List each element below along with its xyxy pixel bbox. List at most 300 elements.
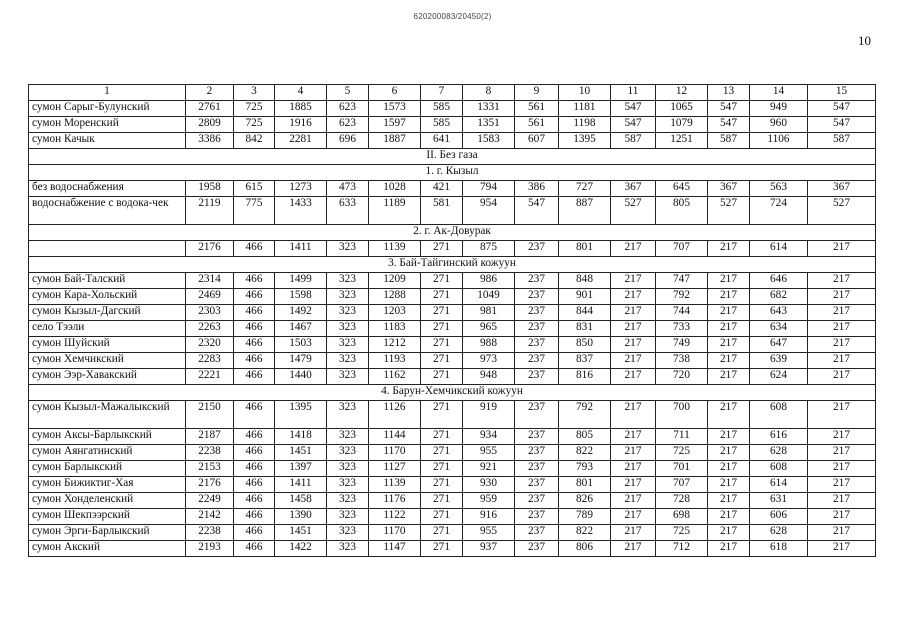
cell-value: 1583 [463, 133, 515, 149]
row-name: сумон Сарыг-Булунский [29, 101, 186, 117]
cell-value: 1065 [656, 101, 708, 117]
cell-value: 1411 [275, 477, 327, 493]
cell-value: 1395 [559, 133, 611, 149]
table-row [29, 369, 876, 385]
section-row [29, 385, 876, 401]
cell-value: 271 [421, 493, 463, 509]
cell-value: 682 [750, 289, 808, 305]
column-number: 6 [369, 85, 421, 101]
cell-value: 2809 [186, 117, 234, 133]
cell-value: 643 [750, 305, 808, 321]
cell-value: 237 [515, 369, 559, 385]
cell-value: 618 [750, 541, 808, 557]
cell-value: 217 [611, 541, 656, 557]
cell-value: 1492 [275, 305, 327, 321]
tariff-table [28, 84, 876, 557]
cell-value: 628 [750, 525, 808, 541]
cell-value: 1028 [369, 181, 421, 197]
cell-value: 616 [750, 429, 808, 445]
cell-value: 217 [708, 289, 750, 305]
cell-value: 217 [808, 493, 876, 509]
cell-value: 237 [515, 273, 559, 289]
cell-value: 217 [611, 337, 656, 353]
table-row [29, 181, 876, 197]
cell-value: 466 [234, 445, 275, 461]
cell-value: 988 [463, 337, 515, 353]
cell-value: 217 [611, 493, 656, 509]
cell-value: 217 [808, 461, 876, 477]
table-row [29, 241, 876, 257]
cell-value: 955 [463, 525, 515, 541]
cell-value: 1176 [369, 493, 421, 509]
cell-value: 720 [656, 369, 708, 385]
cell-value: 2119 [186, 197, 234, 225]
cell-value: 733 [656, 321, 708, 337]
cell-value: 547 [808, 101, 876, 117]
cell-value: 747 [656, 273, 708, 289]
cell-value: 217 [808, 289, 876, 305]
cell-value: 587 [611, 133, 656, 149]
cell-value: 1503 [275, 337, 327, 353]
cell-value: 547 [611, 101, 656, 117]
cell-value: 1122 [369, 509, 421, 525]
cell-value: 633 [327, 197, 369, 225]
cell-value: 585 [421, 117, 463, 133]
cell-value: 1395 [275, 401, 327, 429]
cell-value: 367 [808, 181, 876, 197]
cell-value: 1212 [369, 337, 421, 353]
cell-value: 1458 [275, 493, 327, 509]
cell-value: 1170 [369, 525, 421, 541]
cell-value: 2221 [186, 369, 234, 385]
row-name: сумон Шуйский [29, 337, 186, 353]
cell-value: 271 [421, 509, 463, 525]
cell-value: 623 [327, 101, 369, 117]
cell-value: 271 [421, 525, 463, 541]
cell-value: 3386 [186, 133, 234, 149]
cell-value: 217 [708, 321, 750, 337]
cell-value: 1273 [275, 181, 327, 197]
document-id: 620200083/20450(2) [413, 12, 492, 21]
cell-value: 1183 [369, 321, 421, 337]
cell-value: 1126 [369, 401, 421, 429]
cell-value: 217 [808, 401, 876, 429]
cell-value: 1203 [369, 305, 421, 321]
cell-value: 1916 [275, 117, 327, 133]
cell-value: 217 [808, 305, 876, 321]
table-body [29, 85, 876, 557]
cell-value: 2283 [186, 353, 234, 369]
cell-value: 623 [327, 117, 369, 133]
cell-value: 217 [611, 241, 656, 257]
cell-value: 826 [559, 493, 611, 509]
cell-value: 527 [808, 197, 876, 225]
row-name: водоснабжение с водока-чек [29, 197, 186, 225]
cell-value: 1411 [275, 241, 327, 257]
cell-value: 466 [234, 353, 275, 369]
table-row [29, 337, 876, 353]
cell-value: 466 [234, 525, 275, 541]
cell-value: 217 [708, 509, 750, 525]
cell-value: 959 [463, 493, 515, 509]
cell-value: 954 [463, 197, 515, 225]
cell-value: 323 [327, 509, 369, 525]
row-name: сумон Хемчикский [29, 353, 186, 369]
section-title: 1. г. Кызыл [29, 165, 876, 181]
column-number: 9 [515, 85, 559, 101]
cell-value: 217 [708, 369, 750, 385]
cell-value: 725 [234, 117, 275, 133]
cell-value: 921 [463, 461, 515, 477]
cell-value: 217 [808, 353, 876, 369]
cell-value: 587 [708, 133, 750, 149]
cell-value: 608 [750, 461, 808, 477]
section-row [29, 149, 876, 165]
cell-value: 2263 [186, 321, 234, 337]
row-name: сумон Аянгатинский [29, 445, 186, 461]
cell-value: 624 [750, 369, 808, 385]
table-row [29, 133, 876, 149]
row-name: сумон Шекпээрский [29, 509, 186, 525]
row-name: сумон Кызыл-Мажалыкский [29, 401, 186, 429]
table-row [29, 429, 876, 445]
cell-value: 237 [515, 353, 559, 369]
column-number: 14 [750, 85, 808, 101]
table-row [29, 117, 876, 133]
cell-value: 466 [234, 461, 275, 477]
cell-value: 217 [708, 461, 750, 477]
cell-value: 271 [421, 305, 463, 321]
cell-value: 271 [421, 369, 463, 385]
cell-value: 707 [656, 477, 708, 493]
cell-value: 792 [656, 289, 708, 305]
cell-value: 237 [515, 493, 559, 509]
cell-value: 217 [611, 369, 656, 385]
cell-value: 960 [750, 117, 808, 133]
cell-value: 792 [559, 401, 611, 429]
cell-value: 466 [234, 401, 275, 429]
cell-value: 1127 [369, 461, 421, 477]
column-number: 15 [808, 85, 876, 101]
cell-value: 1079 [656, 117, 708, 133]
cell-value: 271 [421, 477, 463, 493]
cell-value: 466 [234, 289, 275, 305]
cell-value: 725 [234, 101, 275, 117]
cell-value: 1147 [369, 541, 421, 557]
cell-value: 805 [656, 197, 708, 225]
cell-value: 646 [750, 273, 808, 289]
cell-value: 930 [463, 477, 515, 493]
cell-value: 323 [327, 321, 369, 337]
cell-value: 271 [421, 541, 463, 557]
cell-value: 271 [421, 401, 463, 429]
cell-value: 614 [750, 477, 808, 493]
cell-value: 466 [234, 493, 275, 509]
cell-value: 801 [559, 477, 611, 493]
cell-value: 2153 [186, 461, 234, 477]
cell-value: 875 [463, 241, 515, 257]
cell-value: 1193 [369, 353, 421, 369]
section-row [29, 257, 876, 273]
cell-value: 1433 [275, 197, 327, 225]
cell-value: 1198 [559, 117, 611, 133]
table-row [29, 401, 876, 429]
cell-value: 724 [750, 197, 808, 225]
cell-value: 271 [421, 461, 463, 477]
cell-value: 386 [515, 181, 559, 197]
cell-value: 937 [463, 541, 515, 557]
cell-value: 822 [559, 445, 611, 461]
cell-value: 1887 [369, 133, 421, 149]
cell-value: 749 [656, 337, 708, 353]
cell-value: 217 [808, 445, 876, 461]
cell-value: 2303 [186, 305, 234, 321]
cell-value: 816 [559, 369, 611, 385]
cell-value: 793 [559, 461, 611, 477]
row-name: сумон Качык [29, 133, 186, 149]
cell-value: 711 [656, 429, 708, 445]
cell-value: 727 [559, 181, 611, 197]
cell-value: 2281 [275, 133, 327, 149]
cell-value: 631 [750, 493, 808, 509]
cell-value: 1597 [369, 117, 421, 133]
cell-value: 217 [708, 241, 750, 257]
cell-value: 323 [327, 273, 369, 289]
row-name: без водоснабжения [29, 181, 186, 197]
cell-value: 237 [515, 337, 559, 353]
cell-value: 323 [327, 429, 369, 445]
row-name: сумон Акский [29, 541, 186, 557]
cell-value: 1181 [559, 101, 611, 117]
cell-value: 1139 [369, 241, 421, 257]
cell-value: 639 [750, 353, 808, 369]
cell-value: 271 [421, 273, 463, 289]
cell-value: 323 [327, 401, 369, 429]
cell-value: 901 [559, 289, 611, 305]
cell-value: 2176 [186, 477, 234, 493]
cell-value: 744 [656, 305, 708, 321]
cell-value: 850 [559, 337, 611, 353]
cell-value: 323 [327, 241, 369, 257]
cell-value: 2249 [186, 493, 234, 509]
cell-value: 981 [463, 305, 515, 321]
column-number: 12 [656, 85, 708, 101]
cell-value: 237 [515, 509, 559, 525]
cell-value: 237 [515, 445, 559, 461]
cell-value: 466 [234, 273, 275, 289]
cell-value: 738 [656, 353, 708, 369]
row-name: сумон Кара-Хольский [29, 289, 186, 305]
table-row [29, 321, 876, 337]
cell-value: 466 [234, 369, 275, 385]
cell-value: 323 [327, 477, 369, 493]
cell-value: 323 [327, 369, 369, 385]
cell-value: 1162 [369, 369, 421, 385]
cell-value: 271 [421, 445, 463, 461]
cell-value: 1251 [656, 133, 708, 149]
cell-value: 1209 [369, 273, 421, 289]
cell-value: 237 [515, 541, 559, 557]
row-name: сумон Бай-Талский [29, 273, 186, 289]
cell-value: 367 [611, 181, 656, 197]
cell-value: 547 [611, 117, 656, 133]
cell-value: 237 [515, 305, 559, 321]
cell-value: 1351 [463, 117, 515, 133]
cell-value: 919 [463, 401, 515, 429]
cell-value: 973 [463, 353, 515, 369]
cell-value: 794 [463, 181, 515, 197]
cell-value: 527 [611, 197, 656, 225]
cell-value: 1467 [275, 321, 327, 337]
cell-value: 837 [559, 353, 611, 369]
cell-value: 1189 [369, 197, 421, 225]
cell-value: 237 [515, 461, 559, 477]
cell-value: 2320 [186, 337, 234, 353]
row-name: сумон Хонделенский [29, 493, 186, 509]
table-row [29, 525, 876, 541]
cell-value: 614 [750, 241, 808, 257]
cell-value: 1170 [369, 445, 421, 461]
row-name: сумон Аксы-Барлыкский [29, 429, 186, 445]
row-name: сумон Кызыл-Дагский [29, 305, 186, 321]
page-number: 10 [858, 33, 871, 48]
cell-value: 707 [656, 241, 708, 257]
table-row [29, 305, 876, 321]
cell-value: 271 [421, 337, 463, 353]
cell-value: 547 [515, 197, 559, 225]
cell-value: 217 [708, 445, 750, 461]
cell-value: 466 [234, 477, 275, 493]
cell-value: 1440 [275, 369, 327, 385]
column-number: 10 [559, 85, 611, 101]
cell-value: 955 [463, 445, 515, 461]
cell-value: 634 [750, 321, 808, 337]
column-number: 4 [275, 85, 327, 101]
cell-value: 217 [611, 525, 656, 541]
cell-value: 1049 [463, 289, 515, 305]
cell-value: 547 [708, 101, 750, 117]
cell-value: 725 [656, 445, 708, 461]
column-number: 1 [29, 85, 186, 101]
column-number: 11 [611, 85, 656, 101]
cell-value: 217 [708, 429, 750, 445]
cell-value: 217 [611, 353, 656, 369]
cell-value: 217 [708, 337, 750, 353]
table-row [29, 101, 876, 117]
cell-value: 473 [327, 181, 369, 197]
cell-value: 237 [515, 477, 559, 493]
cell-value: 323 [327, 305, 369, 321]
cell-value: 217 [708, 401, 750, 429]
cell-value: 1418 [275, 429, 327, 445]
row-name: сумон Эрги-Барлыкский [29, 525, 186, 541]
cell-value: 581 [421, 197, 463, 225]
cell-value: 2176 [186, 241, 234, 257]
cell-value: 608 [750, 401, 808, 429]
cell-value: 527 [708, 197, 750, 225]
cell-value: 2238 [186, 445, 234, 461]
cell-value: 887 [559, 197, 611, 225]
cell-value: 701 [656, 461, 708, 477]
cell-value: 323 [327, 445, 369, 461]
cell-value: 271 [421, 429, 463, 445]
cell-value: 775 [234, 197, 275, 225]
table-row [29, 289, 876, 305]
row-name: сумон Барлыкский [29, 461, 186, 477]
cell-value: 217 [611, 401, 656, 429]
cell-value: 237 [515, 525, 559, 541]
cell-value: 217 [611, 321, 656, 337]
cell-value: 698 [656, 509, 708, 525]
table-row [29, 509, 876, 525]
table-row [29, 477, 876, 493]
cell-value: 217 [808, 369, 876, 385]
cell-value: 844 [559, 305, 611, 321]
cell-value: 217 [611, 289, 656, 305]
cell-value: 367 [708, 181, 750, 197]
cell-value: 806 [559, 541, 611, 557]
cell-value: 217 [808, 509, 876, 525]
table-row [29, 273, 876, 289]
cell-value: 217 [708, 493, 750, 509]
cell-value: 237 [515, 241, 559, 257]
cell-value: 217 [808, 541, 876, 557]
cell-value: 916 [463, 509, 515, 525]
cell-value: 466 [234, 429, 275, 445]
cell-value: 466 [234, 337, 275, 353]
cell-value: 217 [808, 525, 876, 541]
cell-value: 466 [234, 241, 275, 257]
cell-value: 217 [708, 273, 750, 289]
cell-value: 645 [656, 181, 708, 197]
cell-value: 606 [750, 509, 808, 525]
cell-value: 1598 [275, 289, 327, 305]
column-number: 13 [708, 85, 750, 101]
cell-value: 217 [808, 477, 876, 493]
column-number: 8 [463, 85, 515, 101]
cell-value: 323 [327, 493, 369, 509]
cell-value: 2238 [186, 525, 234, 541]
cell-value: 323 [327, 461, 369, 477]
table-row [29, 541, 876, 557]
cell-value: 2142 [186, 509, 234, 525]
cell-value: 822 [559, 525, 611, 541]
table-row [29, 461, 876, 477]
cell-value: 323 [327, 525, 369, 541]
cell-value: 949 [750, 101, 808, 117]
cell-value: 217 [808, 429, 876, 445]
cell-value: 805 [559, 429, 611, 445]
section-title: 3. Бай-Тайгинский кожуун [29, 257, 876, 273]
cell-value: 217 [611, 429, 656, 445]
cell-value: 466 [234, 509, 275, 525]
cell-value: 2314 [186, 273, 234, 289]
cell-value: 2761 [186, 101, 234, 117]
cell-value: 217 [611, 461, 656, 477]
cell-value: 986 [463, 273, 515, 289]
section-row [29, 165, 876, 181]
cell-value: 217 [611, 273, 656, 289]
cell-value: 561 [515, 117, 559, 133]
column-number: 5 [327, 85, 369, 101]
cell-value: 1288 [369, 289, 421, 305]
cell-value: 217 [611, 509, 656, 525]
cell-value: 271 [421, 241, 463, 257]
cell-value: 217 [708, 353, 750, 369]
section-title: II. Без газа [29, 149, 876, 165]
cell-value: 271 [421, 321, 463, 337]
section-title: 4. Барун-Хемчикский кожуун [29, 385, 876, 401]
